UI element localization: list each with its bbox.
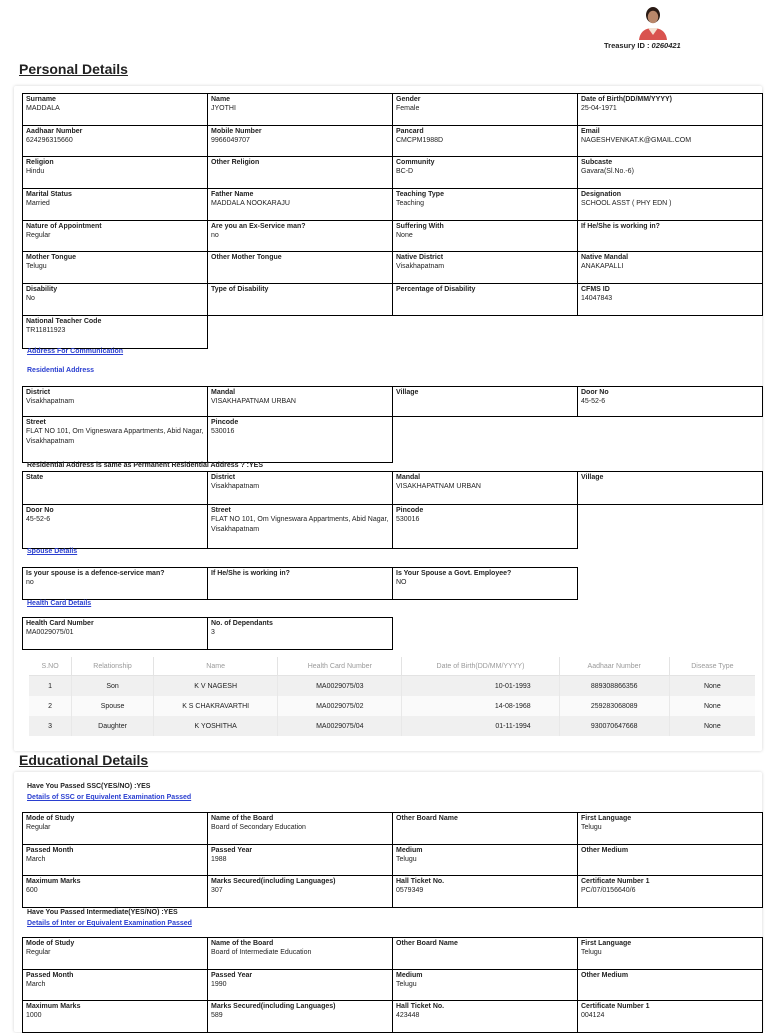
field-label: Mandal	[211, 389, 236, 396]
field-label: District	[26, 389, 51, 396]
field-value: March	[26, 855, 46, 863]
inter-grid	[22, 937, 763, 1033]
field-cell	[23, 189, 208, 221]
field-label: Medium	[396, 846, 423, 854]
educational-details-title: Educational Details	[19, 752, 149, 768]
field-label: District	[211, 474, 236, 481]
field-label: Pincode	[211, 419, 239, 426]
field-label: Door No	[581, 389, 609, 396]
field-cell	[578, 938, 763, 970]
field-label: Village	[581, 474, 604, 481]
field-label: Passed Year	[211, 971, 253, 979]
field-label: Name	[211, 96, 231, 103]
health-card-number-cell	[23, 618, 208, 650]
field-value: Telugu	[396, 855, 417, 863]
field-label: Marks Secured(including Languages)	[211, 878, 336, 885]
field-value: None	[396, 231, 413, 239]
dependants-cell	[208, 618, 393, 650]
table-cell: Son	[72, 676, 154, 697]
field-cell	[393, 126, 578, 158]
field-label: Surname	[26, 96, 56, 103]
field-label: Other Religion	[211, 159, 260, 167]
address-for-communication-link[interactable]: Address For Communication	[27, 348, 124, 355]
table-cell: None	[669, 696, 755, 716]
column-header: S.NO	[29, 657, 72, 676]
field-label: Gender	[396, 96, 421, 103]
field-label: Email	[581, 127, 600, 135]
field-cell	[578, 284, 763, 316]
field-value: TR11811923	[26, 327, 66, 334]
table-cell: MA0029075/03	[278, 676, 402, 697]
field-label: Pancard	[396, 127, 424, 135]
field-label: Marital Status	[26, 191, 72, 199]
field-cell	[208, 284, 393, 316]
field-cell	[393, 845, 578, 877]
field-cell	[23, 1001, 208, 1033]
field-label: Aadhaar Number	[26, 127, 83, 135]
table-cell: 14-08-1968	[402, 696, 559, 716]
field-value: 307	[211, 887, 223, 894]
field-label: Suffering With	[396, 222, 444, 230]
table-row	[29, 716, 755, 736]
treasury-id-value: 0260421	[651, 41, 681, 50]
field-label: Door No	[26, 507, 54, 514]
field-value: Board of Intermediate Education	[211, 949, 312, 956]
ssc-details-link[interactable]: Details of SSC or Equivalent Examination Passed	[27, 794, 192, 801]
res-door-cell	[578, 387, 763, 417]
field-cell	[578, 221, 763, 253]
field-label: Street	[211, 507, 231, 514]
field-label: Mobile Number	[211, 127, 262, 135]
field-label: Medium	[396, 971, 423, 979]
column-header: Date of Birth(DD/MM/YYYY)	[402, 657, 559, 676]
field-label: Street	[26, 419, 46, 426]
field-cell	[393, 157, 578, 189]
field-cell	[578, 252, 763, 284]
field-label: Marks Secured(including Languages)	[211, 1003, 336, 1010]
field-value: March	[26, 980, 46, 988]
field-cell	[208, 876, 393, 908]
personal-details-title: Personal Details	[19, 61, 128, 77]
field-cell	[393, 876, 578, 908]
perm-village-cell	[578, 472, 763, 505]
field-label: Mode of Study	[26, 815, 75, 822]
field-value: MADDALA NOOKARAJU	[211, 200, 290, 208]
spouse-grid	[22, 567, 578, 600]
field-label: Is your spouse is a defence-service man?	[26, 570, 165, 577]
field-label: Religion	[26, 159, 54, 167]
perm-state-cell	[23, 472, 208, 505]
field-value: NO	[396, 579, 407, 586]
field-label: National Teacher Code	[26, 318, 102, 325]
field-label: Other Medium	[581, 846, 629, 854]
field-value: no	[211, 231, 219, 239]
field-label: Passed Year	[211, 846, 253, 854]
ntc-cell	[23, 316, 208, 349]
res-pincode-cell	[208, 417, 393, 463]
field-label: Teaching Type	[396, 191, 444, 199]
field-cell	[208, 221, 393, 253]
field-cell	[578, 1001, 763, 1033]
table-cell: 889308866356	[559, 676, 669, 697]
field-label: Other Medium	[581, 971, 629, 979]
field-value: ANAKAPALLI	[581, 263, 624, 271]
field-label: Other Board Name	[396, 940, 458, 947]
table-cell: None	[669, 676, 755, 697]
field-value: 9966049707	[211, 136, 250, 144]
field-label: Native District	[396, 254, 444, 262]
same-address-note: Residential Address is same as Permanent Residential Address ? :YES	[27, 462, 264, 469]
permanent-address-grid	[22, 471, 763, 549]
field-value: Regular	[26, 949, 51, 956]
column-header: Name	[153, 657, 277, 676]
ntc-grid	[22, 315, 208, 349]
field-label: If He/She is working in?	[581, 222, 660, 230]
field-value: Regular	[26, 824, 51, 831]
table-cell: 930070647668	[559, 716, 669, 736]
field-value: NAGESHVENKAT.K@GMAIL.COM	[581, 136, 692, 144]
table-cell: 3	[29, 716, 72, 736]
field-value: 1000	[26, 1012, 42, 1019]
residential-address-header: Residential Address	[27, 367, 95, 374]
health-card-details-link[interactable]: Health Card Details	[27, 600, 92, 607]
table-cell: K S CHAKRAVARTHI	[153, 696, 277, 716]
spouse-govt-cell	[393, 568, 578, 600]
perm-pincode-cell	[393, 505, 578, 549]
field-value: 004124	[581, 1012, 605, 1019]
treasury-id-label: Treasury ID :	[604, 41, 650, 50]
field-label: Other Mother Tongue	[211, 254, 282, 262]
treasury-id	[604, 41, 681, 50]
field-label: State	[26, 474, 44, 481]
field-value: 600	[26, 887, 38, 894]
field-label: Disability	[26, 286, 58, 294]
field-cell	[208, 845, 393, 877]
field-label: Other Board Name	[396, 815, 458, 822]
field-cell	[393, 1001, 578, 1033]
spouse-working-cell	[208, 568, 393, 600]
field-cell	[208, 1001, 393, 1033]
field-cell	[23, 221, 208, 253]
field-cell	[23, 813, 208, 845]
field-value: Telugu	[581, 949, 602, 956]
field-label: Type of Disability	[211, 286, 269, 294]
field-label: Passed Month	[26, 971, 74, 979]
field-cell	[393, 970, 578, 1002]
field-cell	[23, 284, 208, 316]
column-header: Disease Type	[669, 657, 755, 676]
field-label: Health Card Number	[26, 620, 94, 627]
field-cell	[23, 94, 208, 126]
res-street-cell	[23, 417, 208, 463]
field-label: Designation	[581, 191, 622, 199]
table-cell: None	[669, 716, 755, 736]
field-cell	[578, 126, 763, 158]
column-header: Health Card Number	[278, 657, 402, 676]
perm-mandal-cell	[393, 472, 578, 505]
field-cell	[393, 252, 578, 284]
field-value: Board of Secondary Education	[211, 824, 306, 831]
field-value: Telugu	[396, 980, 417, 988]
table-cell: MA0029075/02	[278, 696, 402, 716]
field-cell	[578, 970, 763, 1002]
field-cell	[23, 126, 208, 158]
field-cell	[23, 157, 208, 189]
field-value: no	[26, 579, 34, 586]
field-value: Telugu	[26, 263, 47, 271]
field-value: Regular	[26, 231, 51, 239]
field-value: Telugu	[581, 824, 602, 831]
field-cell	[393, 938, 578, 970]
field-cell	[208, 126, 393, 158]
field-value: 45-52-6	[581, 398, 606, 405]
field-label: Is Your Spouse a Govt. Employee?	[396, 570, 512, 577]
field-cell	[208, 813, 393, 845]
field-cell	[578, 813, 763, 845]
inter-details-link[interactable]: Details of Inter or Equivalent Examination Passed	[27, 920, 192, 927]
field-value: 423448	[396, 1012, 420, 1019]
table-row	[29, 676, 755, 697]
field-label: Mandal	[396, 474, 421, 481]
field-value: 624296315660	[26, 136, 73, 144]
field-cell	[393, 189, 578, 221]
field-value: Female	[396, 105, 420, 112]
table-cell: Daughter	[72, 716, 154, 736]
field-label: Certificate Number 1	[581, 878, 650, 885]
field-label: Are you an Ex-Service man?	[211, 222, 306, 230]
field-label: Date of Birth(DD/MM/YYYY)	[581, 96, 672, 103]
field-value: 45-52-6	[26, 516, 51, 523]
field-cell	[393, 94, 578, 126]
field-cell	[393, 221, 578, 253]
field-label: Certificate Number 1	[581, 1003, 650, 1010]
field-value: PC/07/0156640/6	[581, 887, 636, 894]
field-label: CFMS ID	[581, 286, 610, 294]
field-label: Passed Month	[26, 846, 74, 854]
perm-street-cell	[208, 505, 393, 549]
field-cell	[578, 94, 763, 126]
field-value: No	[26, 295, 35, 303]
field-cell	[23, 845, 208, 877]
column-header: Relationship	[72, 657, 154, 676]
field-label: Mode of Study	[26, 940, 75, 947]
inter-question: Have You Passed Intermediate(YES/NO) :YES	[27, 909, 178, 916]
field-label: If He/She is working in?	[211, 570, 290, 577]
res-district-cell	[23, 387, 208, 417]
field-value: Visakhapatnam	[26, 398, 75, 405]
field-value: Hindu	[26, 168, 45, 176]
field-value: 530016	[396, 516, 420, 523]
field-value: Gavara(Sl.No.-6)	[581, 168, 634, 176]
field-cell	[23, 252, 208, 284]
field-value: CMCPM1988D	[396, 136, 444, 144]
field-value: VISAKHAPATNAM URBAN	[211, 398, 296, 405]
res-mandal-cell	[208, 387, 393, 417]
field-value: 1988	[211, 855, 227, 863]
table-cell: K V NAGESH	[153, 676, 277, 697]
field-value: 530016	[211, 428, 235, 435]
field-cell	[578, 189, 763, 221]
field-label: Hall Ticket No.	[396, 878, 445, 885]
field-value: FLAT NO 101, Om Vigneswara Appartments, Abid Nagar, Visakhapatnam	[26, 428, 204, 445]
field-value: 25-04-1971	[581, 105, 617, 112]
field-label: Maximum Marks	[26, 878, 81, 885]
table-cell: 1	[29, 676, 72, 697]
field-value: Teaching	[396, 200, 425, 208]
field-label: Nature of Appointment	[26, 222, 102, 230]
field-cell	[208, 189, 393, 221]
field-label: First Language	[581, 940, 632, 947]
ssc-question: Have You Passed SSC(YES/NO) :YES	[27, 783, 151, 790]
field-label: Hall Ticket No.	[396, 1003, 445, 1010]
field-value: Visakhapatnam	[211, 483, 260, 490]
field-cell	[23, 876, 208, 908]
field-cell	[578, 845, 763, 877]
perm-door-cell	[23, 505, 208, 549]
table-header-row	[29, 657, 755, 676]
field-cell	[23, 970, 208, 1002]
spouse-details-link[interactable]: Spouse Details	[27, 548, 78, 555]
table-cell: Spouse	[72, 696, 154, 716]
field-label: Father Name	[211, 191, 254, 199]
field-value: Visakhapatnam	[396, 263, 445, 271]
personal-info-grid	[22, 93, 763, 316]
field-label: Subcaste	[581, 159, 613, 167]
field-label: Village	[396, 389, 419, 396]
field-cell	[208, 157, 393, 189]
field-cell	[578, 876, 763, 908]
field-label: No. of Dependants	[211, 620, 273, 627]
field-label: Pincode	[396, 507, 424, 514]
field-label: Community	[396, 159, 435, 167]
table-cell: 259283068089	[559, 696, 669, 716]
field-value: SCHOOL ASST ( PHY EDN )	[581, 200, 672, 208]
field-value: VISAKHAPATNAM URBAN	[396, 483, 481, 490]
field-cell	[208, 970, 393, 1002]
field-label: Percentage of Disability	[396, 286, 476, 294]
field-value: 589	[211, 1012, 223, 1019]
residential-address-grid	[22, 386, 763, 463]
field-value: 14047843	[581, 295, 613, 303]
field-value: 1990	[211, 980, 227, 988]
field-cell	[23, 938, 208, 970]
field-cell	[208, 252, 393, 284]
table-row	[29, 696, 755, 716]
table-cell: K YOSHITHA	[153, 716, 277, 736]
field-value: JYOTHI	[211, 105, 236, 112]
field-label: Mother Tongue	[26, 254, 77, 262]
field-label: First Language	[581, 815, 632, 822]
field-label: Maximum Marks	[26, 1003, 81, 1010]
profile-photo	[633, 4, 673, 40]
table-cell: MA0029075/04	[278, 716, 402, 736]
dependants-table	[29, 657, 755, 736]
field-label: Name of the Board	[211, 940, 274, 947]
field-cell	[578, 157, 763, 189]
field-cell	[393, 813, 578, 845]
field-cell	[208, 938, 393, 970]
perm-district-cell	[208, 472, 393, 505]
field-label: Name of the Board	[211, 815, 274, 822]
field-cell	[393, 284, 578, 316]
field-label: Native Mandal	[581, 254, 629, 262]
health-card-grid	[22, 617, 393, 650]
field-value: MA0029075/01	[26, 629, 74, 636]
table-cell: 01-11-1994	[402, 716, 559, 736]
field-value: FLAT NO 101, Om Vigneswara Appartments, Abid Nagar, Visakhapatnam	[211, 516, 389, 533]
res-village-cell	[393, 387, 578, 417]
field-value: 3	[211, 629, 215, 636]
spouse-defence-cell	[23, 568, 208, 600]
ssc-grid	[22, 812, 763, 908]
field-value: MADDALA	[26, 105, 60, 112]
field-cell	[208, 94, 393, 126]
field-value: Married	[26, 200, 50, 208]
column-header: Aadhaar Number	[559, 657, 669, 676]
table-cell: 10-01-1993	[402, 676, 559, 697]
table-cell: 2	[29, 696, 72, 716]
field-value: BC-D	[396, 168, 414, 176]
field-value: 0579349	[396, 887, 424, 894]
